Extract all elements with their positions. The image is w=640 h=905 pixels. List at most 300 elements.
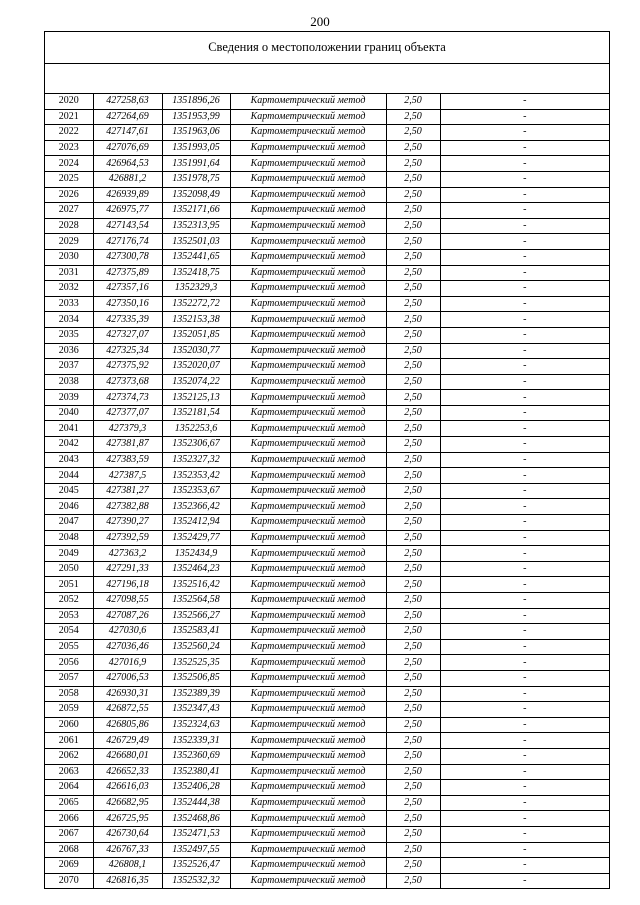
cell-point-number: 2053 — [45, 608, 93, 624]
cell-accuracy: 2,50 — [386, 125, 440, 141]
cell-description: - — [440, 343, 609, 359]
cell-accuracy: 2,50 — [386, 530, 440, 546]
cell-point-number: 2057 — [45, 670, 93, 686]
cell-method: Картометрический метод — [230, 421, 386, 437]
cell-point-number: 2022 — [45, 125, 93, 141]
table-row — [45, 421, 609, 437]
cell-point-number: 2052 — [45, 593, 93, 609]
cell-point-number: 2059 — [45, 702, 93, 718]
cell-description: - — [440, 530, 609, 546]
cell-method: Картометрический метод — [230, 577, 386, 593]
cell-point-number: 2020 — [45, 94, 93, 109]
cell-method: Картометрический метод — [230, 265, 386, 281]
cell-point-number: 2068 — [45, 842, 93, 858]
cell-description: - — [440, 733, 609, 749]
cell-coord-y: 1352560,24 — [162, 639, 230, 655]
cell-point-number: 2043 — [45, 452, 93, 468]
cell-accuracy: 2,50 — [386, 218, 440, 234]
cell-coord-x: 426964,53 — [93, 156, 162, 172]
cell-description: - — [440, 624, 609, 640]
cell-coord-y: 1352564,58 — [162, 593, 230, 609]
cell-coord-x: 426816,35 — [93, 873, 162, 888]
table-row — [45, 483, 609, 499]
cell-point-number: 2065 — [45, 795, 93, 811]
cell-coord-x: 427016,9 — [93, 655, 162, 671]
table-row — [45, 94, 609, 109]
cell-description: - — [440, 187, 609, 203]
table-row — [45, 125, 609, 141]
cell-description: - — [440, 811, 609, 827]
cell-coord-y: 1352532,32 — [162, 873, 230, 888]
cell-method: Картометрический метод — [230, 811, 386, 827]
cell-coord-x: 427006,53 — [93, 670, 162, 686]
cell-method: Картометрический метод — [230, 639, 386, 655]
cell-accuracy: 2,50 — [386, 499, 440, 515]
cell-coord-x: 427300,78 — [93, 249, 162, 265]
table-row — [45, 702, 609, 718]
cell-coord-y: 1352583,41 — [162, 624, 230, 640]
cell-coord-y: 1352441,65 — [162, 249, 230, 265]
cell-description: - — [440, 359, 609, 375]
table-row — [45, 577, 609, 593]
cell-accuracy: 2,50 — [386, 670, 440, 686]
cell-coord-x: 426616,03 — [93, 780, 162, 796]
cell-point-number: 2066 — [45, 811, 93, 827]
cell-accuracy: 2,50 — [386, 171, 440, 187]
cell-accuracy: 2,50 — [386, 374, 440, 390]
cell-coord-x: 427363,2 — [93, 546, 162, 562]
cell-coord-y: 1352444,38 — [162, 795, 230, 811]
cell-accuracy: 2,50 — [386, 686, 440, 702]
cell-method: Картометрический метод — [230, 374, 386, 390]
cell-coord-x: 427076,69 — [93, 140, 162, 156]
cell-description: - — [440, 234, 609, 250]
cell-coord-y: 1352366,42 — [162, 499, 230, 515]
cell-coord-x: 427264,69 — [93, 109, 162, 125]
cell-point-number: 2049 — [45, 546, 93, 562]
cell-method: Картометрический метод — [230, 858, 386, 874]
cell-coord-y: 1351991,64 — [162, 156, 230, 172]
cell-coord-y: 1352339,31 — [162, 733, 230, 749]
cell-coord-x: 426930,31 — [93, 686, 162, 702]
cell-coord-y: 1352418,75 — [162, 265, 230, 281]
cell-coord-y: 1352566,27 — [162, 608, 230, 624]
cell-coord-y: 1352353,67 — [162, 483, 230, 499]
table-row — [45, 187, 609, 203]
cell-method: Картометрический метод — [230, 483, 386, 499]
cell-accuracy: 2,50 — [386, 187, 440, 203]
cell-description: - — [440, 281, 609, 297]
cell-method: Картометрический метод — [230, 109, 386, 125]
cell-coord-y: 1352324,63 — [162, 717, 230, 733]
cell-coord-x: 427036,46 — [93, 639, 162, 655]
cell-description: - — [440, 577, 609, 593]
cell-description: - — [440, 218, 609, 234]
cell-point-number: 2056 — [45, 655, 93, 671]
cell-method: Картометрический метод — [230, 530, 386, 546]
sheet-title: Сведения о местоположении границ объекта — [45, 32, 609, 64]
cell-accuracy: 2,50 — [386, 764, 440, 780]
cell-method: Картометрический метод — [230, 733, 386, 749]
cell-coord-x: 426939,89 — [93, 187, 162, 203]
table-row — [45, 327, 609, 343]
cell-accuracy: 2,50 — [386, 281, 440, 297]
cell-method: Картометрический метод — [230, 234, 386, 250]
table-row — [45, 359, 609, 375]
cell-description: - — [440, 171, 609, 187]
table-row — [45, 203, 609, 219]
cell-coord-x: 426881,2 — [93, 171, 162, 187]
cell-accuracy: 2,50 — [386, 717, 440, 733]
cell-description: - — [440, 795, 609, 811]
cell-method: Картометрический метод — [230, 873, 386, 888]
cell-description: - — [440, 655, 609, 671]
cell-accuracy: 2,50 — [386, 94, 440, 109]
table-row — [45, 764, 609, 780]
table-row — [45, 265, 609, 281]
cell-coord-x: 427291,33 — [93, 561, 162, 577]
cell-point-number: 2027 — [45, 203, 93, 219]
cell-coord-y: 1352171,66 — [162, 203, 230, 219]
cell-accuracy: 2,50 — [386, 203, 440, 219]
coordinates-table-body — [45, 94, 609, 888]
cell-accuracy: 2,50 — [386, 452, 440, 468]
cell-coord-x: 427357,16 — [93, 281, 162, 297]
table-row — [45, 249, 609, 265]
table-row — [45, 530, 609, 546]
cell-method: Картометрический метод — [230, 187, 386, 203]
cell-point-number: 2042 — [45, 437, 93, 453]
cell-method: Картометрический метод — [230, 203, 386, 219]
cell-coord-x: 426725,95 — [93, 811, 162, 827]
cell-description: - — [440, 764, 609, 780]
cell-point-number: 2038 — [45, 374, 93, 390]
cell-coord-y: 1352353,42 — [162, 468, 230, 484]
cell-accuracy: 2,50 — [386, 327, 440, 343]
cell-accuracy: 2,50 — [386, 437, 440, 453]
cell-method: Картометрический метод — [230, 764, 386, 780]
cell-coord-x: 427196,18 — [93, 577, 162, 593]
cell-coord-y: 1351978,75 — [162, 171, 230, 187]
cell-description: - — [440, 515, 609, 531]
cell-coord-x: 426808,1 — [93, 858, 162, 874]
table-row — [45, 546, 609, 562]
cell-coord-x: 427147,61 — [93, 125, 162, 141]
table-row — [45, 171, 609, 187]
cell-coord-x: 427143,54 — [93, 218, 162, 234]
cell-accuracy: 2,50 — [386, 561, 440, 577]
cell-coord-y: 1352360,69 — [162, 748, 230, 764]
cell-method: Картометрический метод — [230, 156, 386, 172]
cell-description: - — [440, 109, 609, 125]
cell-coord-y: 1352329,3 — [162, 281, 230, 297]
cell-accuracy: 2,50 — [386, 733, 440, 749]
cell-coord-x: 426682,95 — [93, 795, 162, 811]
cell-coord-x: 427383,59 — [93, 452, 162, 468]
cell-coord-x: 427375,92 — [93, 359, 162, 375]
cell-method: Картометрический метод — [230, 452, 386, 468]
cell-point-number: 2047 — [45, 515, 93, 531]
cell-description: - — [523, 874, 527, 886]
cell-coord-y: 1352306,67 — [162, 437, 230, 453]
cell-point-number: 2023 — [45, 140, 93, 156]
cell-accuracy: 2,50 — [386, 655, 440, 671]
cell-description: - — [440, 702, 609, 718]
cell-point-number: 2021 — [45, 109, 93, 125]
cell-method: Картометрический метод — [230, 499, 386, 515]
cell-accuracy: 2,50 — [386, 624, 440, 640]
cell-method: Картометрический метод — [230, 125, 386, 141]
coordinates-table — [45, 94, 609, 888]
cell-point-number: 2055 — [45, 639, 93, 655]
cell-point-number: 2025 — [45, 171, 93, 187]
cell-description: - — [440, 546, 609, 562]
cell-accuracy: 2,50 — [386, 249, 440, 265]
cell-point-number: 2048 — [45, 530, 93, 546]
cell-coord-y: 1352468,86 — [162, 811, 230, 827]
table-row — [45, 405, 609, 421]
table-row — [45, 499, 609, 515]
cell-point-number: 2032 — [45, 281, 93, 297]
cell-coord-x: 427327,07 — [93, 327, 162, 343]
cell-accuracy: 2,50 — [386, 873, 440, 888]
cell-description: - — [440, 858, 609, 874]
cell-coord-x: 426767,33 — [93, 842, 162, 858]
cell-method: Картометрический метод — [230, 842, 386, 858]
cell-description: - — [440, 717, 609, 733]
table-row — [45, 312, 609, 328]
cell-coord-x: 426652,33 — [93, 764, 162, 780]
table-row — [45, 374, 609, 390]
cell-coord-x: 426729,49 — [93, 733, 162, 749]
cell-description: - — [440, 639, 609, 655]
cell-accuracy: 2,50 — [386, 265, 440, 281]
cell-method: Картометрический метод — [230, 359, 386, 375]
table-row — [45, 717, 609, 733]
cell-coord-y: 1352471,53 — [162, 826, 230, 842]
table-row — [45, 468, 609, 484]
cell-description: - — [440, 156, 609, 172]
cell-method: Картометрический метод — [230, 515, 386, 531]
cell-method: Картометрический метод — [230, 655, 386, 671]
cell-coord-y: 1352526,47 — [162, 858, 230, 874]
cell-description: - — [440, 468, 609, 484]
cell-description: - — [440, 670, 609, 686]
cell-accuracy: 2,50 — [386, 421, 440, 437]
cell-accuracy: 2,50 — [386, 515, 440, 531]
cell-method: Картометрический метод — [230, 312, 386, 328]
cell-coord-y: 1352506,85 — [162, 670, 230, 686]
cell-point-number: 2069 — [45, 858, 93, 874]
cell-coord-y: 1352327,32 — [162, 452, 230, 468]
cell-method: Картометрический метод — [230, 702, 386, 718]
cell-accuracy: 2,50 — [386, 608, 440, 624]
cell-accuracy: 2,50 — [386, 140, 440, 156]
cell-point-number: 2054 — [45, 624, 93, 640]
table-row — [45, 452, 609, 468]
cell-method: Картометрический метод — [230, 780, 386, 796]
cell-description: - — [440, 483, 609, 499]
cell-coord-x: 427373,68 — [93, 374, 162, 390]
cell-method: Картометрический метод — [230, 327, 386, 343]
table-row — [45, 296, 609, 312]
cell-method: Картометрический метод — [230, 249, 386, 265]
cell-coord-y: 1352098,49 — [162, 187, 230, 203]
cell-coord-y: 1352125,13 — [162, 390, 230, 406]
cell-coord-x: 427098,55 — [93, 593, 162, 609]
cell-description: - — [440, 265, 609, 281]
page-number: 200 — [310, 14, 330, 29]
cell-coord-x: 427258,63 — [93, 94, 162, 109]
table-row — [45, 234, 609, 250]
cell-point-number: 2037 — [45, 359, 93, 375]
cell-coord-y: 1352051,85 — [162, 327, 230, 343]
cell-method: Картометрический метод — [230, 561, 386, 577]
cell-point-number: 2028 — [45, 218, 93, 234]
cell-coord-x: 427374,73 — [93, 390, 162, 406]
cell-accuracy: 2,50 — [386, 234, 440, 250]
cell-coord-x: 427325,34 — [93, 343, 162, 359]
cell-method: Картометрический метод — [230, 826, 386, 842]
cell-point-number: 2058 — [45, 686, 93, 702]
cell-point-number: 2045 — [45, 483, 93, 499]
cell-point-number: 2061 — [45, 733, 93, 749]
cell-coord-x: 427350,16 — [93, 296, 162, 312]
table-row — [45, 795, 609, 811]
cell-point-number: 2035 — [45, 327, 93, 343]
cell-description: - — [440, 826, 609, 842]
cell-coord-y: 1351953,99 — [162, 109, 230, 125]
cell-coord-x: 426975,77 — [93, 203, 162, 219]
cell-point-number: 2067 — [45, 826, 93, 842]
table-row — [45, 639, 609, 655]
table-row — [45, 670, 609, 686]
cell-accuracy: 2,50 — [386, 390, 440, 406]
cell-point-number: 2044 — [45, 468, 93, 484]
cell-coord-x: 427379,3 — [93, 421, 162, 437]
cell-coord-y: 1352429,77 — [162, 530, 230, 546]
cell-method: Картометрический метод — [230, 343, 386, 359]
cell-coord-x: 426805,86 — [93, 717, 162, 733]
cell-point-number: 2029 — [45, 234, 93, 250]
cell-coord-y: 1352501,03 — [162, 234, 230, 250]
cell-coord-x: 427375,89 — [93, 265, 162, 281]
table-row — [45, 281, 609, 297]
cell-accuracy: 2,50 — [386, 858, 440, 874]
cell-coord-y: 1352347,43 — [162, 702, 230, 718]
cell-description: - — [440, 686, 609, 702]
table-row — [45, 624, 609, 640]
cell-accuracy: 2,50 — [386, 156, 440, 172]
cell-accuracy: 2,50 — [386, 109, 440, 125]
cell-description: - — [440, 842, 609, 858]
cell-coord-y: 1351993,05 — [162, 140, 230, 156]
cell-method: Картометрический метод — [230, 593, 386, 609]
table-row — [45, 748, 609, 764]
cell-point-number: 2064 — [45, 780, 93, 796]
table-row — [45, 390, 609, 406]
cell-method: Картометрический метод — [230, 546, 386, 562]
cell-accuracy: 2,50 — [386, 842, 440, 858]
cell-method: Картометрический метод — [230, 686, 386, 702]
cell-coord-y: 1352153,38 — [162, 312, 230, 328]
table-row — [45, 561, 609, 577]
cell-accuracy: 2,50 — [386, 296, 440, 312]
cell-coord-y: 1352464,23 — [162, 561, 230, 577]
table-row — [45, 655, 609, 671]
cell-description: - — [440, 140, 609, 156]
table-row — [45, 109, 609, 125]
cell-point-number: 2039 — [45, 390, 93, 406]
cell-accuracy: 2,50 — [386, 811, 440, 827]
cell-accuracy: 2,50 — [386, 795, 440, 811]
cell-method: Картометрический метод — [230, 608, 386, 624]
cell-coord-x: 426680,01 — [93, 748, 162, 764]
cell-method: Картометрический метод — [230, 390, 386, 406]
table-row — [45, 515, 609, 531]
table-row — [45, 156, 609, 172]
cell-description: - — [440, 608, 609, 624]
cell-accuracy: 2,50 — [386, 343, 440, 359]
cell-method: Картометрический метод — [230, 717, 386, 733]
cell-point-number: 2026 — [45, 187, 93, 203]
header-spacer-row — [45, 64, 609, 94]
cell-description: - — [440, 327, 609, 343]
cell-coord-x: 427381,87 — [93, 437, 162, 453]
cell-description: - — [440, 374, 609, 390]
cell-description: - — [440, 780, 609, 796]
cell-description: - — [440, 94, 609, 109]
cell-accuracy: 2,50 — [386, 546, 440, 562]
table-row — [45, 811, 609, 827]
cell-accuracy: 2,50 — [386, 593, 440, 609]
cell-accuracy: 2,50 — [386, 483, 440, 499]
cell-method: Картометрический метод — [230, 140, 386, 156]
cell-coord-y: 1352253,6 — [162, 421, 230, 437]
cell-accuracy: 2,50 — [386, 577, 440, 593]
cell-description: - — [440, 203, 609, 219]
table-row — [45, 826, 609, 842]
cell-coord-x: 427387,5 — [93, 468, 162, 484]
cell-point-number: 2050 — [45, 561, 93, 577]
cell-point-number: 2060 — [45, 717, 93, 733]
cell-coord-y: 1352516,42 — [162, 577, 230, 593]
cell-method: Картометрический метод — [230, 281, 386, 297]
cell-accuracy: 2,50 — [386, 702, 440, 718]
cell-point-number: 2024 — [45, 156, 93, 172]
cell-coord-y: 1352434,9 — [162, 546, 230, 562]
cell-coord-y: 1352525,35 — [162, 655, 230, 671]
cell-accuracy: 2,50 — [386, 405, 440, 421]
cell-point-number: 2031 — [45, 265, 93, 281]
table-row — [45, 873, 609, 888]
cell-description: - — [440, 421, 609, 437]
table-row — [45, 858, 609, 874]
cell-coord-x: 427390,27 — [93, 515, 162, 531]
cell-description: - — [440, 390, 609, 406]
cell-coord-x: 426872,55 — [93, 702, 162, 718]
cell-coord-y: 1352181,54 — [162, 405, 230, 421]
cell-accuracy: 2,50 — [386, 639, 440, 655]
table-row — [45, 218, 609, 234]
cell-point-number: 2036 — [45, 343, 93, 359]
cell-coord-x: 427030,6 — [93, 624, 162, 640]
cell-coord-x: 427392,59 — [93, 530, 162, 546]
cell-coord-x: 427381,27 — [93, 483, 162, 499]
cell-description: - — [440, 748, 609, 764]
cell-method: Картометрический метод — [230, 468, 386, 484]
boundary-sheet — [44, 31, 610, 889]
